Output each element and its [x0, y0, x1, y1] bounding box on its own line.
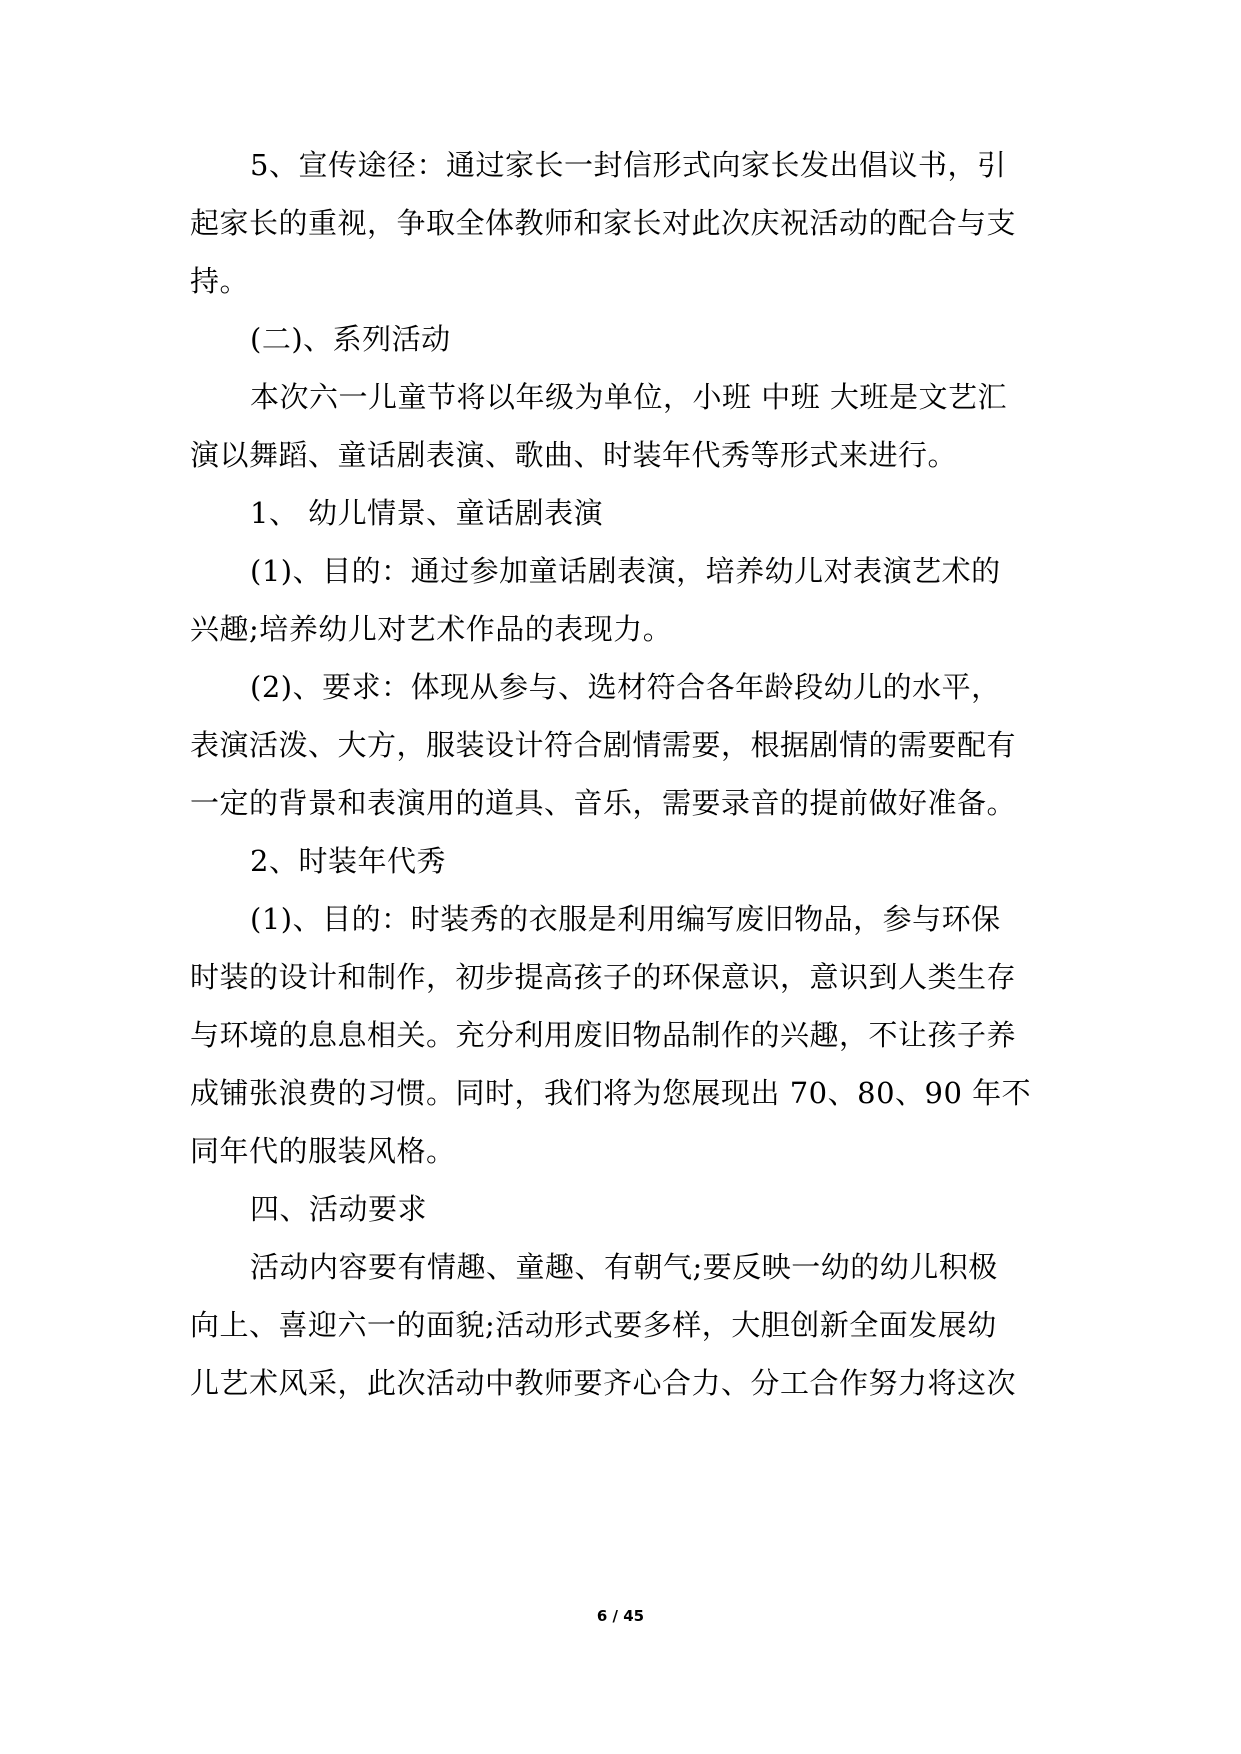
text-line: 演以舞蹈、童话剧表演、歌曲、时装年代秀等形式来进行。 — [190, 438, 958, 472]
page-number: 6 / 45 — [596, 1607, 645, 1625]
text-line: 儿艺术风采，此次活动中教师要齐心合力、分工合作努力将这次 — [190, 1366, 1017, 1400]
section-heading: 四、活动要求 — [250, 1192, 428, 1226]
section-heading: (二)、系列活动 — [250, 322, 451, 356]
text-line: 5、宣传途径：通过家长一封信形式向家长发出倡议书，引 — [250, 148, 1007, 182]
text-line: (2)、要求：体现从参与、选材符合各年龄段幼儿的水平， — [250, 670, 1001, 704]
text-line: (1)、目的：通过参加童话剧表演，培养幼儿对表演艺术的 — [250, 554, 1001, 588]
text-line: 同年代的服装风格。 — [190, 1134, 456, 1168]
text-line: 向上、喜迎六一的面貌;活动形式要多样，大胆创新全面发展幼 — [190, 1308, 997, 1342]
text-line: 兴趣;培养幼儿对艺术作品的表现力。 — [190, 612, 673, 646]
text-line: 持。 — [190, 264, 250, 298]
text-line: 与环境的息息相关。充分利用废旧物品制作的兴趣，不让孩子养 — [190, 1018, 1017, 1052]
text-line: 一定的背景和表演用的道具、音乐，需要录音的提前做好准备。 — [190, 786, 1017, 820]
text-line: 起家长的重视，争取全体教师和家长对此次庆祝活动的配合与支 — [190, 206, 1017, 240]
subsection-heading: 2、时装年代秀 — [250, 844, 446, 878]
text-line: 成铺张浪费的习惯。同时，我们将为您展现出 70、80、90 年不 — [190, 1076, 1032, 1110]
subsection-heading: 1、 幼儿情景、童话剧表演 — [250, 496, 604, 530]
text-line: 表演活泼、大方，服装设计符合剧情需要，根据剧情的需要配有 — [190, 728, 1017, 762]
text-line: 本次六一儿童节将以年级为单位，小班 中班 大班是文艺汇 — [250, 380, 1007, 414]
text-line: 时装的设计和制作，初步提高孩子的环保意识，意识到人类生存 — [190, 960, 1017, 994]
text-line: (1)、目的：时装秀的衣服是利用编写废旧物品，参与环保 — [250, 902, 1001, 936]
text-line: 活动内容要有情趣、童趣、有朝气;要反映一幼的幼儿积极 — [250, 1250, 998, 1284]
